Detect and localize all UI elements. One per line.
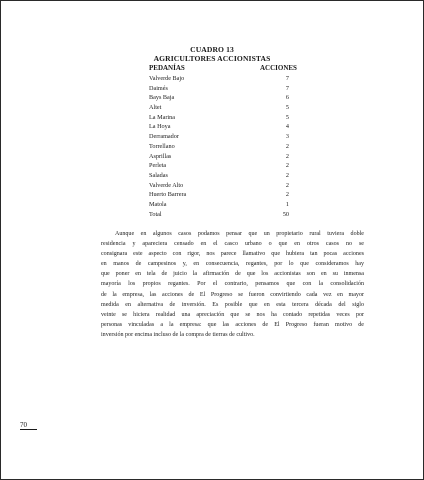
row-pedania: Perleta xyxy=(149,162,167,170)
table-row xyxy=(149,84,289,94)
row-pedania: Torrellano xyxy=(149,142,175,150)
row-acciones: 5 xyxy=(285,104,289,112)
paragraph-line: Aunque en algunos casos podamos pensar que un propietario rural tuviera doble xyxy=(115,231,364,237)
paragraph-line: residencia y apareciera censado en el casco urbano o que en otros casos no se xyxy=(101,241,364,248)
row-acciones: 2 xyxy=(285,191,289,199)
paragraph-line: que poner en tela de juicio la afirmación de que los accionistas son en su inmensa xyxy=(101,271,364,278)
column-header-acciones: ACCIONES xyxy=(260,64,297,72)
table-row xyxy=(149,132,289,142)
row-acciones: 1 xyxy=(285,200,289,208)
row-pedania: Matola xyxy=(149,200,167,208)
row-pedania: Valverde Alto xyxy=(149,181,184,189)
column-header-pedanias: PEDANÍAS xyxy=(149,64,185,72)
table-row xyxy=(149,103,289,113)
row-pedania: La Hoya xyxy=(149,123,171,131)
row-acciones: 50 xyxy=(282,210,289,218)
table-row xyxy=(149,74,289,84)
table-row xyxy=(149,210,289,220)
paragraph-line: inversión por encima incluso de la compra de tierras de cultivo. xyxy=(101,331,255,338)
row-acciones: 7 xyxy=(285,75,289,82)
table-row xyxy=(149,200,289,210)
row-pedania: Daimés xyxy=(149,84,168,92)
table-title: CUADRO 13 xyxy=(190,45,234,54)
table-row xyxy=(149,93,289,103)
paragraph-line: mayoría los propios regantes. Por el contrario, pensamos que con la consolidación xyxy=(101,281,364,288)
row-pedania: Asprillas xyxy=(149,152,172,160)
row-pedania: Saladas xyxy=(149,171,168,179)
table-row xyxy=(149,122,289,132)
table-row xyxy=(149,142,289,152)
row-acciones: 6 xyxy=(285,94,289,102)
table-row xyxy=(149,161,289,171)
body-paragraph xyxy=(101,229,364,340)
table-row xyxy=(149,113,289,123)
paragraph-line: de la empresa, las acciones de El Progreso se fueron convirtiendo cada vez en mayor xyxy=(101,291,364,298)
row-acciones: 2 xyxy=(285,142,289,150)
row-acciones: 2 xyxy=(285,152,289,160)
table-row xyxy=(149,181,289,191)
page-number: 70 xyxy=(20,421,37,430)
table-row xyxy=(149,171,289,181)
paragraph-line: consignara este aspecto con rigor, nos parece llamativo que hubiera tan pocas acciones xyxy=(101,251,364,258)
row-pedania: Derramador xyxy=(149,133,179,141)
row-pedania: Valverde Bajo xyxy=(149,75,185,82)
row-pedania: Bays Baja xyxy=(149,94,175,102)
row-acciones: 2 xyxy=(285,171,289,179)
paragraph-line: medida en alternativa de inversión. Es posible que en esta tercera década del siglo xyxy=(101,301,364,308)
paragraph-line: veinte se hiciera realidad una apreciación que se nos ha contado repetidas veces por xyxy=(101,311,364,318)
row-pedania: La Marina xyxy=(149,113,175,121)
row-acciones: 2 xyxy=(285,162,289,170)
table-body xyxy=(149,74,289,219)
table-row xyxy=(149,190,289,200)
paragraph-line: en manos de campesinos y, en consecuencia, regantes, por lo que consideramos hay xyxy=(101,261,364,268)
row-pedania: Huerto Barrera xyxy=(149,191,187,199)
row-acciones: 3 xyxy=(285,133,289,141)
row-acciones: 4 xyxy=(285,123,289,131)
row-acciones: 2 xyxy=(285,181,289,189)
row-acciones: 5 xyxy=(285,113,289,121)
row-pedania: Altet xyxy=(149,104,162,112)
row-acciones: 7 xyxy=(285,84,289,92)
table-row xyxy=(149,152,289,162)
paragraph-line: personas vinculadas a la empresa: que las acciones de El Progreso fueran motivo de xyxy=(101,321,364,328)
row-pedania: Total xyxy=(149,210,162,218)
table-subtitle: AGRICULTORES ACCIONISTAS xyxy=(153,54,271,63)
